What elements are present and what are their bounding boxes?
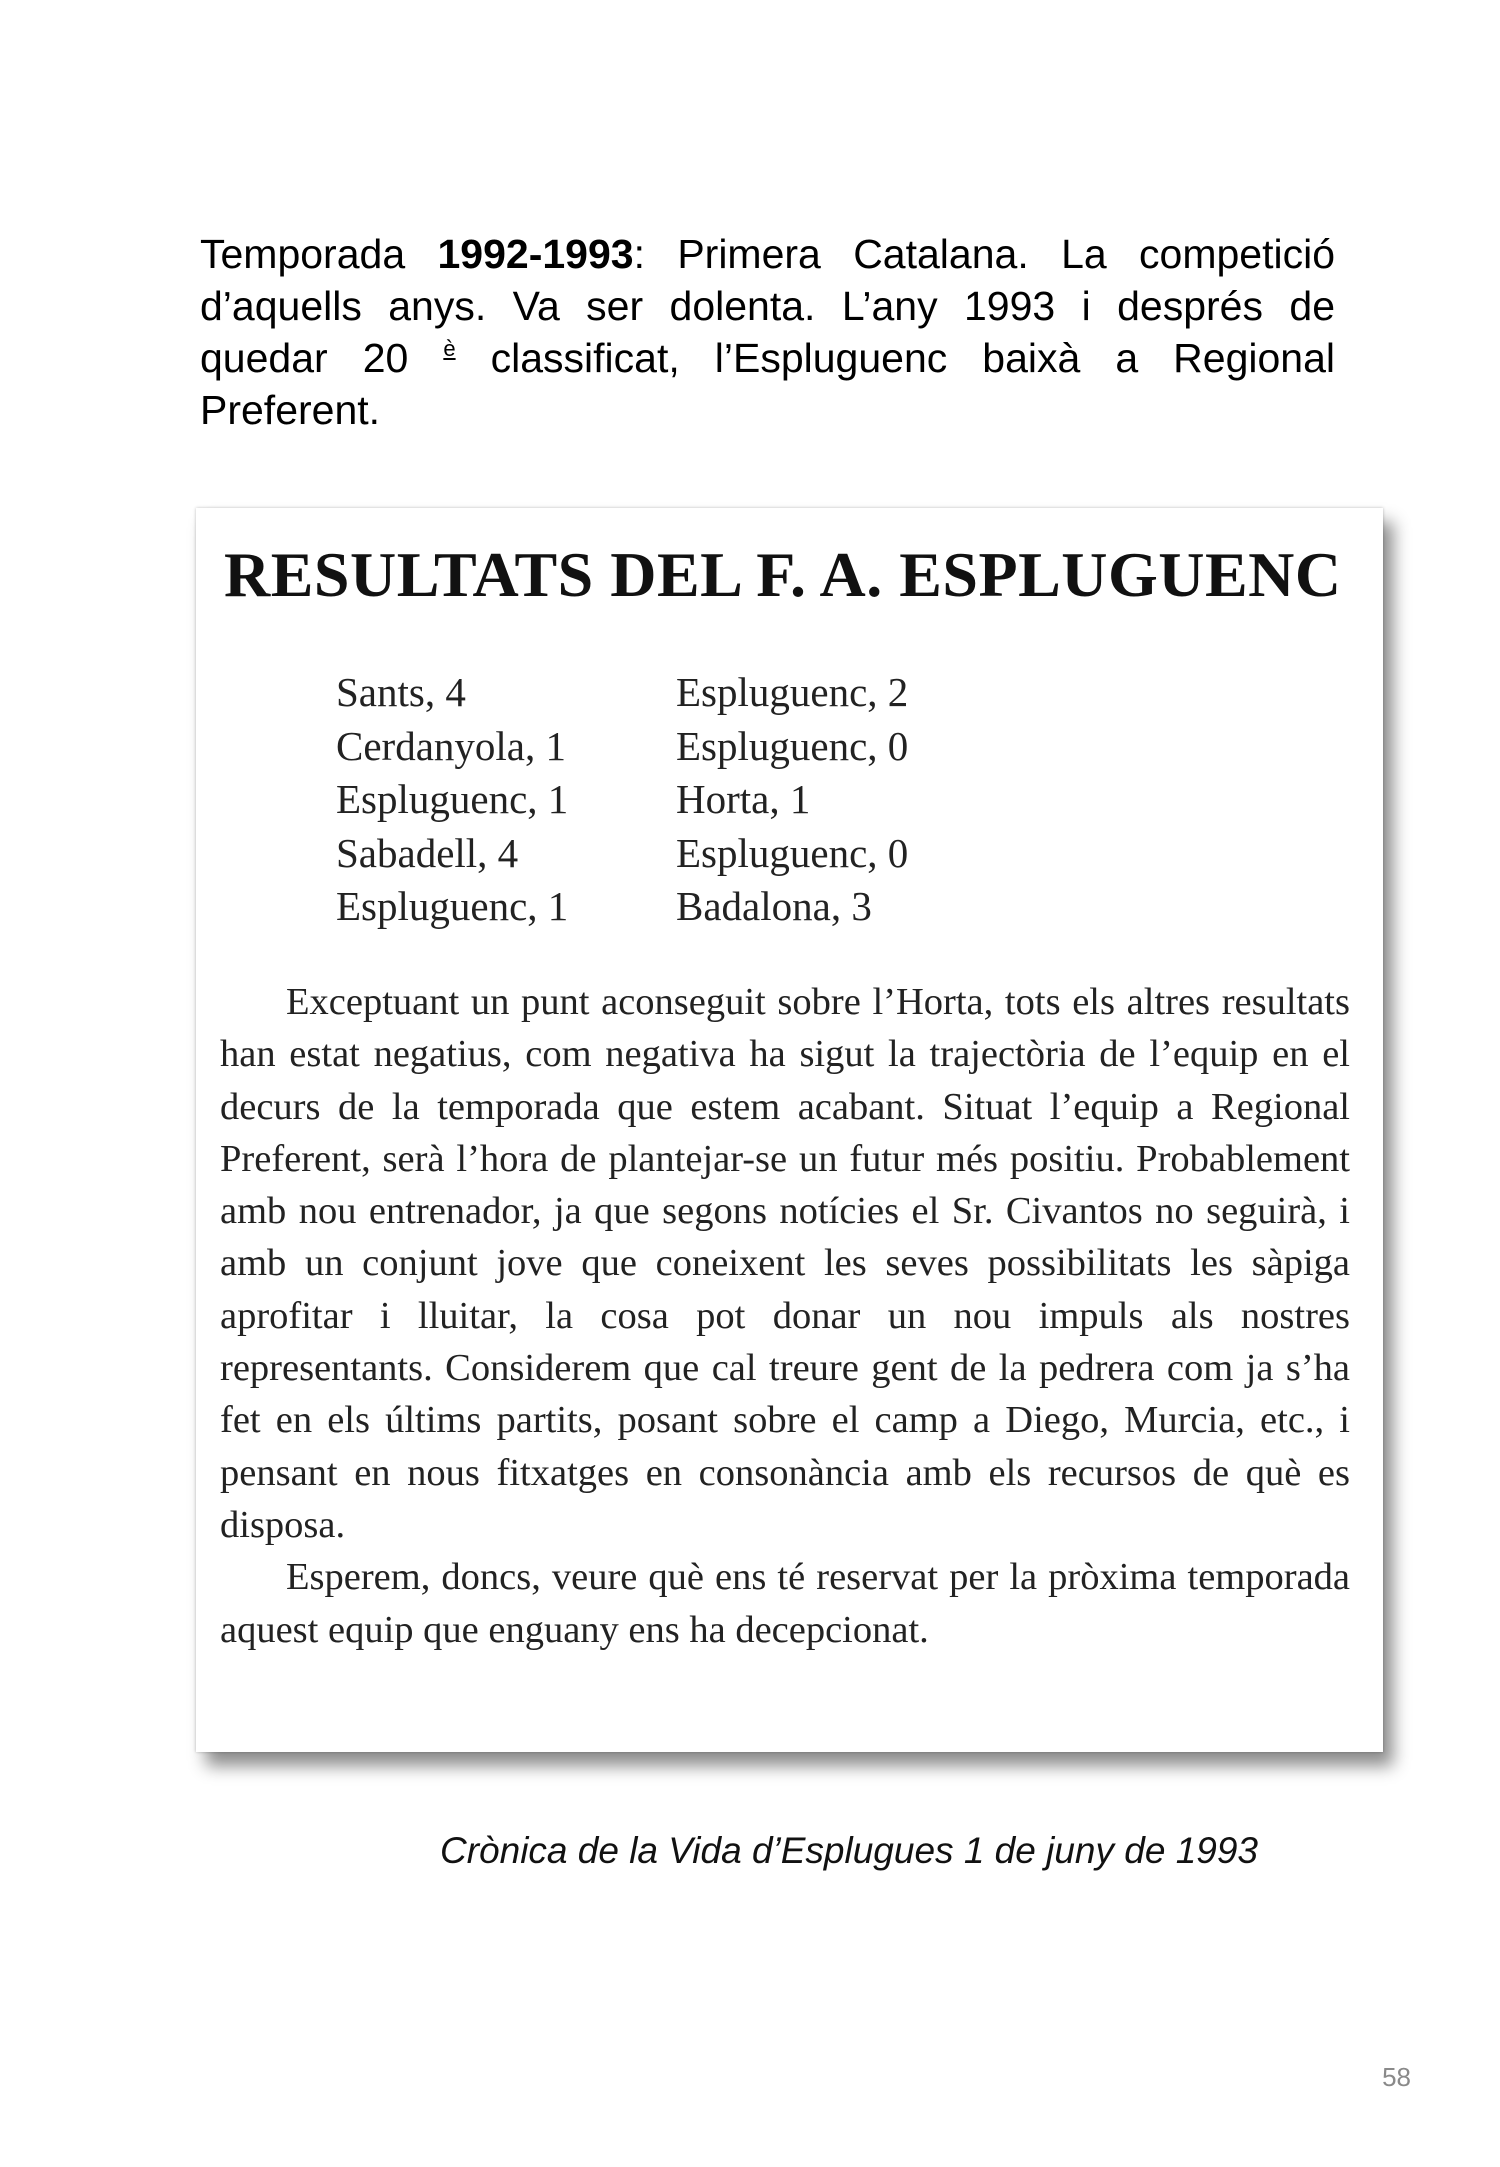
intro-text-a: : Primera Catalana. La competició d’aquells anys. Va ser dolenta. L’any 1993 i després de quedar 20 <box>200 231 1335 381</box>
result-row <box>336 827 908 881</box>
away-team-score: Badalona, 3 <box>676 883 872 929</box>
results-table <box>336 666 908 934</box>
home-team-score: Cerdanyola, 1 <box>336 722 566 769</box>
newspaper-clipping <box>196 508 1383 1752</box>
clipping-paragraph: Exceptuant un punt aconseguit sobre l’Horta, tots els altres resultats han estat negatius, com negativa ha sigut la trajectòria de l’equip en el decurs de la temporada que estem acabant. Situat l’equip a Regional Preferent, serà l’hora de plantejar-se un futur més positiu. Probablement amb nou entrenador, ja que segons notícies el Sr. Civantos no seguirà, i amb un conjunt jove que coneixent les seves possibilitats les sàpiga aprofitar i lluitar, la cosa pot donar un nou impuls als nostres representants. Considerem que cal treure gent de la pedrera com ja s’ha fet en els últims partits, posant sobre el camp a Diego, Murcia, etc., i pensant en nous fitxatges en consonància amb els recursos de què es disposa. <box>220 981 1350 1546</box>
home-team-score: Espluguenc, 1 <box>336 776 569 822</box>
page-number: 58 <box>1382 2062 1411 2092</box>
home-team-score: Espluguenc, 1 <box>336 883 569 929</box>
clipping-title: RESULTATS DEL F. A. ESPLUGUENC <box>224 539 1342 610</box>
clipping-body <box>220 976 1350 1656</box>
away-team-score: Espluguenc, 0 <box>676 722 909 769</box>
intro-paragraph <box>200 228 1335 436</box>
result-row <box>336 880 908 934</box>
clipping-paragraph: Esperem, doncs, veure què ens té reservat per la pròxima temporada aquest equip que enguany ens ha decepcionat. <box>220 1556 1350 1651</box>
ordinal-marker: è <box>443 336 456 361</box>
away-team-score: Espluguenc, 0 <box>676 829 909 876</box>
away-team-score: Espluguenc, 2 <box>676 669 909 715</box>
intro-prefix: Temporada <box>200 231 438 277</box>
intro-text-b: classificat, l’Espluguenc baixà a Regional Preferent. <box>200 335 1335 433</box>
result-row <box>336 720 908 774</box>
home-team-score: Sants, 4 <box>336 669 466 715</box>
result-row <box>336 773 908 827</box>
home-team-score: Sabadell, 4 <box>336 829 519 876</box>
away-team-score: Horta, 1 <box>676 776 811 822</box>
source-caption: Crònica de la Vida d’Esplugues 1 de juny de 1993 <box>440 1830 1259 1871</box>
season-label: 1992-1993 <box>437 231 634 277</box>
result-row <box>336 666 908 720</box>
